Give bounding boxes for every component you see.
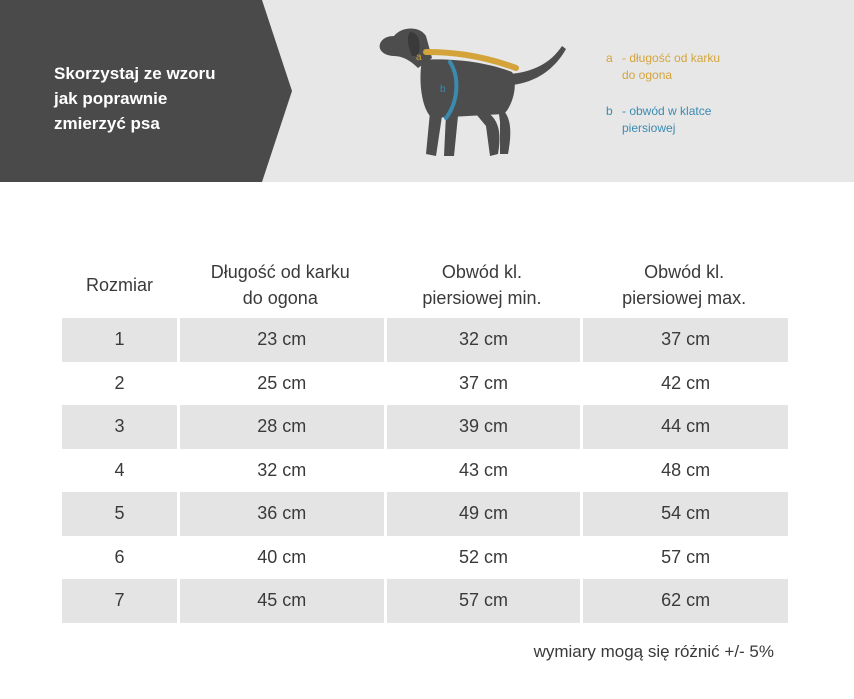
cell-size: 3 — [62, 405, 177, 449]
legend-key-a: a — [606, 51, 613, 65]
header-length — [177, 252, 384, 318]
header-chest-min — [384, 252, 581, 318]
cell-length: 25 cm — [177, 362, 384, 406]
banner-title-line: jak poprawnie — [54, 89, 168, 108]
cell-size: 2 — [114, 372, 125, 393]
cell-chest-max: 54 cm — [580, 492, 788, 536]
cell-chest-max: 62 cm — [580, 579, 788, 623]
cell-length: 32 cm — [177, 449, 384, 493]
cell-chest-min: 57 cm — [384, 579, 581, 623]
table-row — [62, 449, 788, 493]
banner-title-line: zmierzyć psa — [54, 114, 160, 133]
cell-chest-min: 37 cm — [384, 362, 581, 406]
footnote: wymiary mogą się różnić +/- 5% — [533, 642, 774, 661]
header-size — [62, 252, 177, 318]
legend-text-a-cont: do ogona — [622, 68, 673, 82]
cell-length: 36 cm — [177, 492, 384, 536]
table-row — [62, 362, 788, 406]
header-line: Rozmiar — [85, 275, 153, 295]
header-line: Długość od karku — [210, 262, 350, 282]
table-row — [62, 536, 788, 580]
cell-size: 7 — [62, 579, 177, 623]
cell-chest-min: 49 cm — [384, 492, 581, 536]
table-row — [62, 318, 788, 362]
cell-chest-min: 43 cm — [384, 449, 581, 493]
banner-title — [54, 61, 274, 136]
cell-chest-max: 37 cm — [580, 318, 788, 362]
header-line: do ogona — [242, 288, 318, 308]
legend-text-a: - długość od karku — [622, 51, 721, 65]
header-banner — [0, 0, 854, 182]
legend-item-b — [606, 103, 711, 137]
cell-size: 4 — [114, 459, 125, 480]
table-row — [62, 492, 788, 536]
cell-chest-max: 42 cm — [580, 362, 788, 406]
table-header-row — [62, 252, 788, 318]
cell-size: 1 — [62, 318, 177, 362]
legend-text-b-cont: piersiowej — [622, 121, 676, 135]
header-line: Obwód kl. — [644, 262, 725, 282]
cell-chest-max: 44 cm — [580, 405, 788, 449]
cell-length: 23 cm — [177, 318, 384, 362]
dog-label-b: b — [440, 84, 446, 95]
cell-length: 40 cm — [177, 536, 384, 580]
cell-chest-max: 57 cm — [580, 536, 788, 580]
legend-item-a — [606, 50, 720, 84]
legend-key-b: b — [606, 104, 613, 118]
size-table — [62, 252, 788, 623]
header-line: Obwód kl. — [441, 262, 522, 282]
dog-label-a: a — [416, 52, 422, 63]
banner-title-line: Skorzystaj ze wzoru — [54, 64, 216, 83]
header-chest-max — [580, 252, 788, 318]
cell-chest-min: 32 cm — [384, 318, 581, 362]
header-line: piersiowej min. — [422, 288, 542, 308]
cell-length: 28 cm — [177, 405, 384, 449]
cell-chest-min: 39 cm — [384, 405, 581, 449]
cell-size: 6 — [114, 546, 125, 567]
cell-chest-min: 52 cm — [384, 536, 581, 580]
header-line: piersiowej max. — [622, 288, 747, 308]
dog-measurement-icon — [372, 22, 572, 167]
table-row — [62, 405, 788, 449]
cell-length: 45 cm — [177, 579, 384, 623]
legend-text-b: - obwód w klatce — [622, 104, 712, 118]
cell-size: 5 — [62, 492, 177, 536]
cell-chest-max: 48 cm — [580, 449, 788, 493]
table-row — [62, 579, 788, 623]
